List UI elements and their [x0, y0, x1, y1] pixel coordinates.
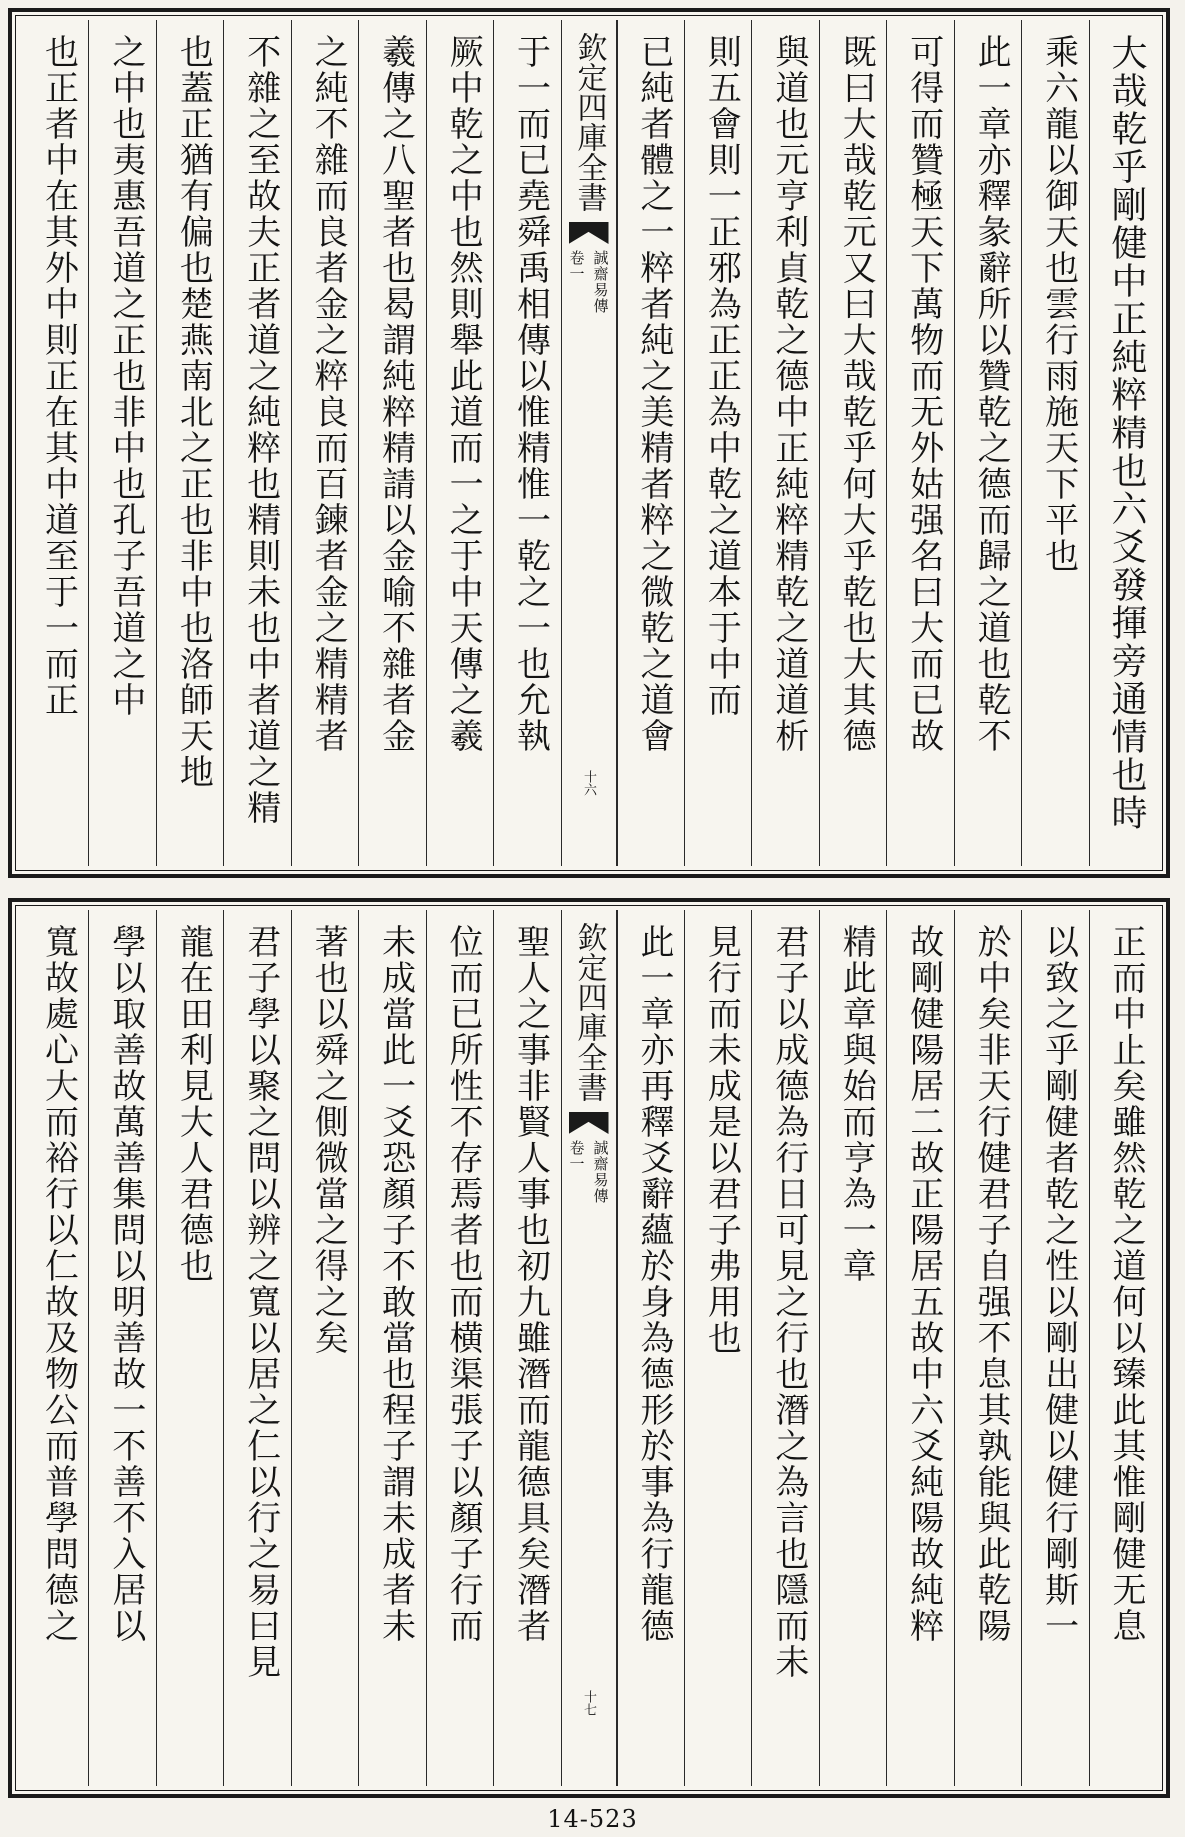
text-column: 未成當此一爻恐顏子不敢當也程子謂未成者未 — [358, 910, 425, 1786]
text-column: 既曰大哉乾元又曰大哉乾乎何大乎乾也大其德 — [819, 20, 886, 866]
volume-label: 卷一 — [567, 1140, 586, 1172]
text-column: 君子以成德為行日可見之行也潛之為言也隱而未 — [751, 910, 818, 1786]
text-column: 大哉乾乎剛健中正純粹精也六爻發揮旁通情也時 — [1089, 20, 1156, 866]
text-column: 也蓋正猶有偏也楚燕南北之正也非中也洛師天地 — [156, 20, 223, 866]
text-column: 君子學以聚之問以辨之寬以居之仁以行之易曰見 — [223, 910, 290, 1786]
fish-tail-ornament-icon — [569, 222, 609, 244]
text-column: 龍在田利見大人君德也 — [156, 910, 223, 1786]
text-column: 學以取善故萬善集問以明善故一不善不入居以 — [88, 910, 155, 1786]
collection-title: 欽定四庫全書 — [571, 32, 607, 212]
bottom-page — [8, 898, 1170, 1798]
book-spine — [561, 910, 617, 1786]
text-column: 于一而已堯舜禹相傳以惟精惟一乾之一也允執 — [493, 20, 560, 866]
text-column: 之中也夷惠吾道之正也非中也孔子吾道之中 — [88, 20, 155, 866]
text-column: 著也以舜之側微當之得之矣 — [291, 910, 358, 1786]
text-column: 於中矣非天行健君子自强不息其孰能與此乾陽 — [954, 910, 1021, 1786]
text-column: 以致之乎剛健者乾之性以剛出健以健行剛斯一 — [1021, 910, 1088, 1786]
text-column: 寬故處心大而裕行以仁故及物公而普學問德之 — [38, 924, 79, 1644]
text-column: 不雜之至故夫正者道之純粹也精則未也中者道之精 — [223, 20, 290, 866]
spine-subtitle — [567, 250, 611, 314]
fish-tail-ornament-icon — [569, 1112, 609, 1134]
text-column: 厥中乾之中也然則舉此道而一之于中天傳之羲 — [426, 20, 493, 866]
book-spine — [561, 20, 617, 866]
top-page-columns — [22, 20, 1156, 866]
text-column: 也正者中在其外中則正在其中道至于一而正 — [38, 34, 79, 718]
text-column: 位而已所性不存焉者也而横渠張子以顏子行而 — [426, 910, 493, 1786]
page-number: 14-523 — [547, 1805, 638, 1833]
text-column: 見行而未成是以君子弗用也 — [684, 910, 751, 1786]
text-column: 則五會則一正邪為正正為中乾之道本于中而 — [684, 20, 751, 866]
text-column: 正而中止矣雖然乾之道何以臻此其惟剛健无息 — [1089, 910, 1156, 1786]
folio-number: 十六 — [581, 770, 596, 796]
text-column: 羲傳之八聖者也曷謂純粹精請以金喻不雜者金 — [358, 20, 425, 866]
text-column: 與道也元亨利貞乾之德中正純粹精乾之道道析 — [751, 20, 818, 866]
text-column: 乘六龍以御天也雲行雨施天下平也 — [1021, 20, 1088, 866]
text-column: 精此章與始而亨為一章 — [819, 910, 886, 1786]
folio-number: 十七 — [581, 1690, 596, 1716]
text-column: 已純者體之一粹者純之美精者粹之微乾之道會 — [617, 20, 684, 866]
collection-title: 欽定四庫全書 — [571, 922, 607, 1102]
text-column: 之純不雜而良者金之粹良而百鍊者金之精精者 — [291, 20, 358, 866]
book-title: 誠齋易傳 — [591, 1140, 610, 1204]
bottom-page-columns — [22, 910, 1156, 1786]
text-column: 此一章亦再釋爻辭蘊於身為德形於事為行龍德 — [617, 910, 684, 1786]
spine-subtitle — [567, 1140, 611, 1204]
text-column: 可得而贊極天下萬物而无外姑强名曰大而已故 — [886, 20, 953, 866]
book-title: 誠齋易傳 — [591, 250, 610, 314]
text-column: 聖人之事非賢人事也初九雖潛而龍德具矣潛者 — [493, 910, 560, 1786]
top-page — [8, 8, 1170, 878]
volume-label: 卷一 — [567, 250, 586, 282]
text-column: 故剛健陽居二故正陽居五故中六爻純陽故純粹 — [886, 910, 953, 1786]
text-column: 此一章亦釋彖辭所以贊乾之德而歸之道也乾不 — [954, 20, 1021, 866]
